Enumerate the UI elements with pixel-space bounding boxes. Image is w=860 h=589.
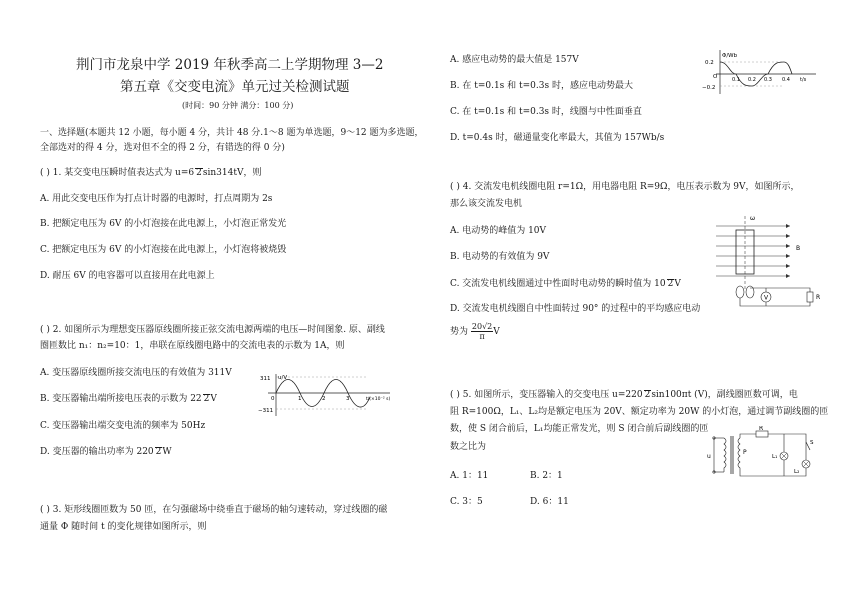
q1-option-b[interactable]: B. 把额定电压为 6V 的小灯泡接在此电源上，小灯泡正常发光	[40, 219, 287, 229]
svg-text:V: V	[764, 294, 769, 302]
q4-field-lines	[716, 226, 790, 276]
q4-resistor	[807, 292, 813, 302]
q3-tick-2: 0.2	[748, 77, 756, 83]
exam-title-line2: 第五章《交变电流》单元过关检测试题	[120, 79, 350, 95]
q3-flux-graph	[702, 48, 820, 96]
svg-text:R: R	[759, 426, 764, 432]
q3-ymax-label: 0.2	[705, 60, 714, 66]
q4-circuit-wire	[740, 288, 810, 306]
q2-stem-line2: 圈匝数比 n₁：n₂=10：1，串联在原线圈电路中的交流电表的示数为 1A，则	[40, 341, 345, 351]
q1-stem: ( ) 1. 某交变电压瞬时值表达式为 u=6 2sin314tV，则	[40, 168, 262, 178]
svg-text:S: S	[810, 440, 814, 446]
q3-tick-3: 0.3	[764, 77, 772, 83]
svg-text:R: R	[816, 294, 821, 301]
q4-omega: ω	[750, 215, 756, 222]
section-instructions-line1: 一、选择题(本题共 12 小题，每小题 4 分，共计 48 分.1～8 题为单选题，9～12 题为多选题，	[40, 128, 424, 138]
q4-slip-ring	[736, 286, 744, 298]
q1-radical: 2	[196, 168, 202, 178]
q5-stem-line4: 数之比为	[450, 442, 487, 452]
q5-stem-line2: 阻 R=100Ω，L₁、L₂均是额定电压为 20V、额定功率为 20W 的小灯泡，通过调节副线圈的匝	[450, 407, 829, 417]
q5-option-a[interactable]: A. 1：11	[450, 471, 489, 481]
q2-voltage-graph	[258, 372, 398, 418]
q3-tick-1: 0.1	[732, 77, 740, 83]
q1-option-c[interactable]: C. 把额定电压为 6V 的小灯泡接在此电源上，小灯泡将被烧毁	[40, 245, 287, 255]
q3-option-c[interactable]: C. 在 t=0.1s 和 t=0.3s 时，线圈与中性面垂直	[450, 107, 642, 117]
q2-ymin-label: −311	[258, 408, 274, 414]
q3-ymin-label: −0.2	[702, 85, 716, 91]
q4-generator-diagram	[710, 212, 826, 312]
q2-ylabel: u/V	[278, 375, 288, 381]
q3-option-a[interactable]: A. 感应电动势的最大值是 157V	[450, 55, 579, 65]
q3-option-b[interactable]: B. 在 t=0.1s 和 t=0.3s 时，感应电动势最大	[450, 81, 633, 91]
q4-fraction: $\frac{20√2}{\pi}$	[471, 322, 493, 341]
q2-tick-3: 3	[346, 396, 350, 402]
q4-field-arrows	[786, 224, 790, 278]
q2-option-a[interactable]: A. 变压器原线圈所接交流电压的有效值为 311V	[40, 368, 232, 378]
q3-origin: O	[713, 74, 718, 80]
q3-stem-line2: 通量 Φ 随时间 t 的变化规律如图所示，则	[40, 522, 207, 532]
q5-transformer-diagram	[706, 426, 818, 484]
q4-option-c[interactable]: C. 交流发电机线圈通过中性面时电动势的瞬时值为 10 2V	[450, 279, 681, 289]
q4-stem-line1: ( ) 4. 交流发电机线圈电阻 r=1Ω，用电器电阻 R=9Ω，电压表示数为 9V，如图所示，	[450, 182, 800, 192]
q4-option-a[interactable]: A. 电动势的峰值为 10V	[450, 226, 547, 236]
q2-xlabel: t/(×10⁻² s)	[366, 397, 391, 402]
q5-secondary-coil	[738, 438, 740, 472]
q2-origin: 0	[271, 396, 275, 402]
q3-tick-4: 0.4	[782, 77, 790, 83]
q3-option-d[interactable]: D. t=0.4s 时，磁通量变化率最大，其值为 157Wb/s	[450, 133, 665, 143]
q4-option-d-cont: 势为 $\frac{20√2}{\pi}$ V	[450, 322, 500, 341]
q1-option-a[interactable]: A. 用此交变电压作为打点计时器的电源时，打点周期为 2s	[40, 194, 273, 204]
q2-tick-1: 1	[298, 396, 302, 402]
q2-option-c[interactable]: C. 变压器输出端交变电流的频率为 50Hz	[40, 421, 206, 431]
q2-option-b[interactable]: B. 变压器输出端所接电压表的示数为 22 2V	[40, 394, 217, 404]
q5-option-d[interactable]: D. 6：11	[530, 497, 569, 507]
q5-primary-coil	[724, 438, 726, 472]
q2-ymax-label: 311	[260, 376, 271, 382]
q5-p-label: P	[743, 449, 747, 456]
q5-option-c[interactable]: C. 3：5	[450, 497, 483, 507]
q4-option-b[interactable]: B. 电动势的有效值为 9V	[450, 252, 550, 262]
q4-field-label: B	[796, 245, 801, 252]
q5-option-b[interactable]: B. 2：1	[530, 471, 563, 481]
q2-tick-2: 2	[322, 396, 326, 402]
q5-stem-line1: ( ) 5. 如图所示，变压器输入的交变电压 u=220 2sin100πt (V)，副线圈匝数可调，电	[450, 390, 798, 400]
q4-stem-line2: 那么该交流发电机	[450, 199, 523, 209]
q5-stem-line3: 数，使 S 闭合前后，L₁均能正常发光，则 S 闭合前后副线圈的匝	[450, 424, 709, 434]
q2-option-d[interactable]: D. 变压器的输出功率为 220 2W	[40, 447, 172, 457]
section-instructions-line2: 全部选对的得 4 分，选对但不全的得 2 分，有错选的得 0 分)	[40, 143, 285, 153]
q5-u-label: u	[707, 453, 711, 460]
exam-info: (时间：90 分钟 满分：100 分)	[182, 101, 294, 110]
svg-text:L₂: L₂	[794, 469, 800, 475]
q2-stem-line1: ( ) 2. 如图所示为理想变压器原线圈所接正弦交流电源两端的电压—时间图象. 原、副线	[40, 325, 385, 335]
q3-stem-line1: ( ) 3. 矩形线圈匝数为 50 匝，在匀强磁场中绕垂直于磁场的轴匀速转动，穿过线圈的磁	[40, 505, 388, 515]
svg-text:L₁: L₁	[772, 454, 778, 460]
q3-xlabel: t/s	[800, 77, 807, 83]
exam-title-line1: 荆门市龙泉中学 2019 年秋季高二上学期物理 3—2	[76, 57, 384, 73]
q3-ylabel: Φ/Wb	[722, 53, 738, 59]
q1-option-d[interactable]: D. 耐压 6V 的电容器可以直接用在此电源上	[40, 271, 215, 281]
q4-option-d[interactable]: D. 交流发电机线圈自中性面转过 90° 的过程中的平均感应电动	[450, 304, 701, 314]
